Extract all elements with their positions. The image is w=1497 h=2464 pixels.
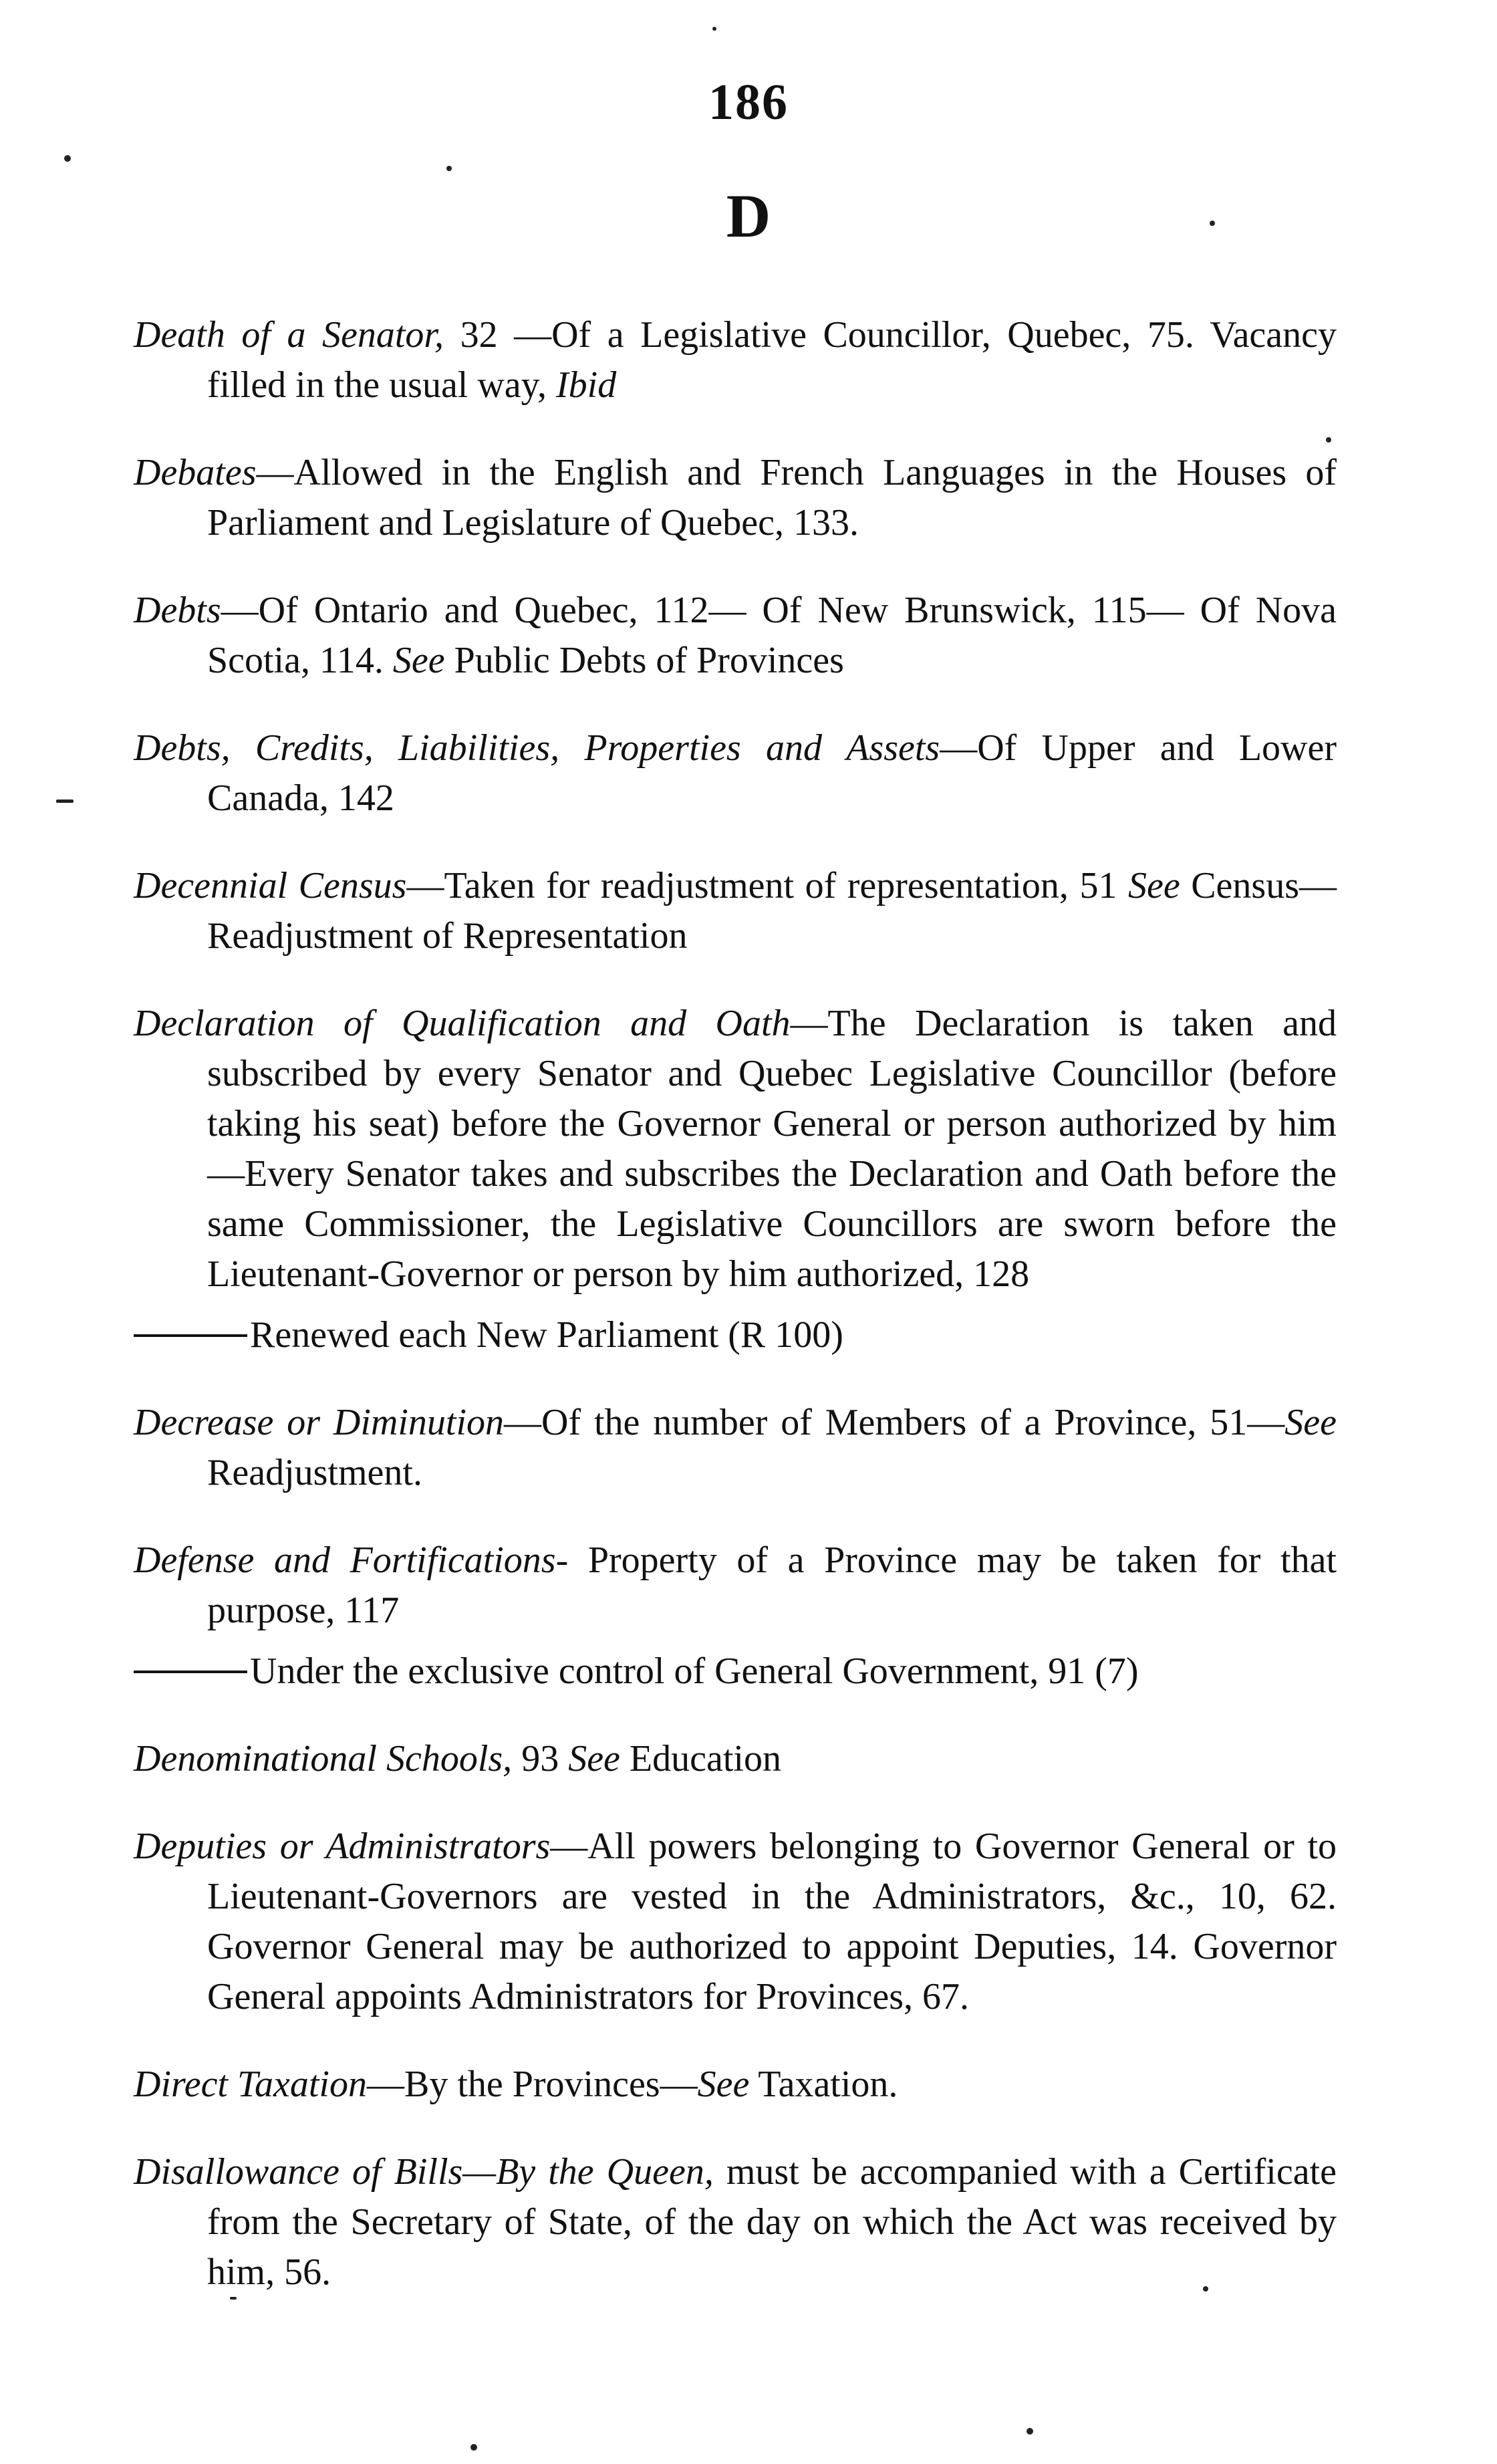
scan-speck [56,799,74,803]
index-entry [134,1822,1337,2022]
entry-term: Death of a Senator, [134,314,444,356]
index-entry [134,586,1337,686]
index-entry [134,1398,1337,1498]
index-entry [134,2060,1337,2110]
index-entry [134,1734,1337,1784]
entry-text: Under the exclusive control of General Government, 91 (7) [250,1650,1139,1692]
entry-see: See [392,640,445,681]
entry-tail: Education [620,1738,781,1779]
entry-text: Renewed each New Parliament (R 100) [250,1314,843,1356]
entry-tail: Census—Readjustment of Representation [207,865,1337,957]
entry-term: Decennial Census [134,865,407,906]
entry-term: Direct Taxation [134,2064,367,2105]
scan-speck [712,27,716,31]
entry-text: Property of a Province may be taken for that purpose, 117 [207,1539,1337,1631]
scan-speck [1326,437,1331,443]
index-entry [134,861,1337,961]
scan-speck [1027,2428,1033,2435]
index-entry [134,448,1337,548]
entry-text: —Of the number of Members of a Province, 51— [504,1402,1285,1443]
index-entry [134,999,1337,1300]
entry-see: See [568,1738,620,1779]
index-entry [134,310,1337,410]
entry-term: Decrease or Diminution [134,1402,505,1443]
entry-text: —By the Provinces— [366,2064,698,2105]
entry-text: —The Declaration is taken and subscribed by every Senator and Quebec Legislative Councillor (before taking his seat) before the Governor General or person authorized by him—Every Senator takes and subscribes the Declaration and Oath before the same Commissioner, the Legislative Councillors are sworn before the Lieutenant-Governor or person by him authorized, 128 [207,1003,1337,1295]
entry-term: Disallowance of Bills—By the Queen, [134,2151,714,2193]
index-entry [134,723,1337,824]
scan-speck [64,155,71,162]
index-entry [134,2147,1337,2298]
index-subentry [134,1310,1337,1360]
scan-speck [446,166,452,171]
entry-see: See [1127,865,1180,906]
entry-term: Deputies or Administrators [134,1826,551,1867]
entry-tail: Public Debts of Provinces [444,640,844,681]
repeat-dash [134,1671,247,1673]
repeat-dash [134,1334,247,1337]
entry-term: Debts, Credits, Liabilities, Properties and Assets [134,727,940,769]
index-subentry [134,1646,1337,1697]
entry-see: See [697,2064,750,2105]
entry-tail: Readjustment. [207,1452,422,1493]
entry-term: Debates [134,452,257,493]
entry-text: —All powers belonging to Governor General or to Lieutenant-Governors are vested in the Administrators, &c., 10, 62. Governor General may be authorized to appoint Deputies, 14. Governor General appoints Administrators for Provinces, 67. [207,1826,1337,2017]
entry-term: Debts [134,590,221,631]
scan-speck [1210,221,1215,226]
entry-text: —Of Upper and Lower Canada, 142 [207,727,1337,819]
page-number: 186 [708,74,789,130]
entry-term: Declaration of Qualification and Oath [134,1003,791,1044]
index-entry [134,1535,1337,1636]
entry-text: must be accompanied with a Certificate from the Secretary of State, of the day on which the Act was received by him, 56. [207,2151,1337,2293]
entry-see: Ibid [556,364,617,406]
scan-speck [470,2444,477,2451]
entry-text: 93 [512,1738,569,1779]
scan-speck [1203,2286,1208,2292]
entry-see: See [1284,1402,1337,1443]
section-letter: D [726,182,771,250]
entry-text: —Of Ontario and Quebec, 112— Of New Brunswick, 115— Of Nova Scotia, 114. [207,590,1337,681]
entry-text: —Allowed in the English and French Languages in the Houses of Parliament and Legislature of Quebec, 133. [207,452,1337,543]
entry-term: Denominational Schools, [134,1738,513,1779]
entry-tail: Taxation. [749,2064,898,2105]
entry-text: —Taken for readjustment of representation, 51 [406,865,1128,906]
entry-term: Defense and Fortifications- [134,1539,569,1581]
entry-text: 32 —Of a Legislative Councillor, Quebec, 75. Vacancy filled in the usual way, [207,314,1337,406]
scan-speck [230,2297,237,2300]
index-entries [134,273,1337,2320]
